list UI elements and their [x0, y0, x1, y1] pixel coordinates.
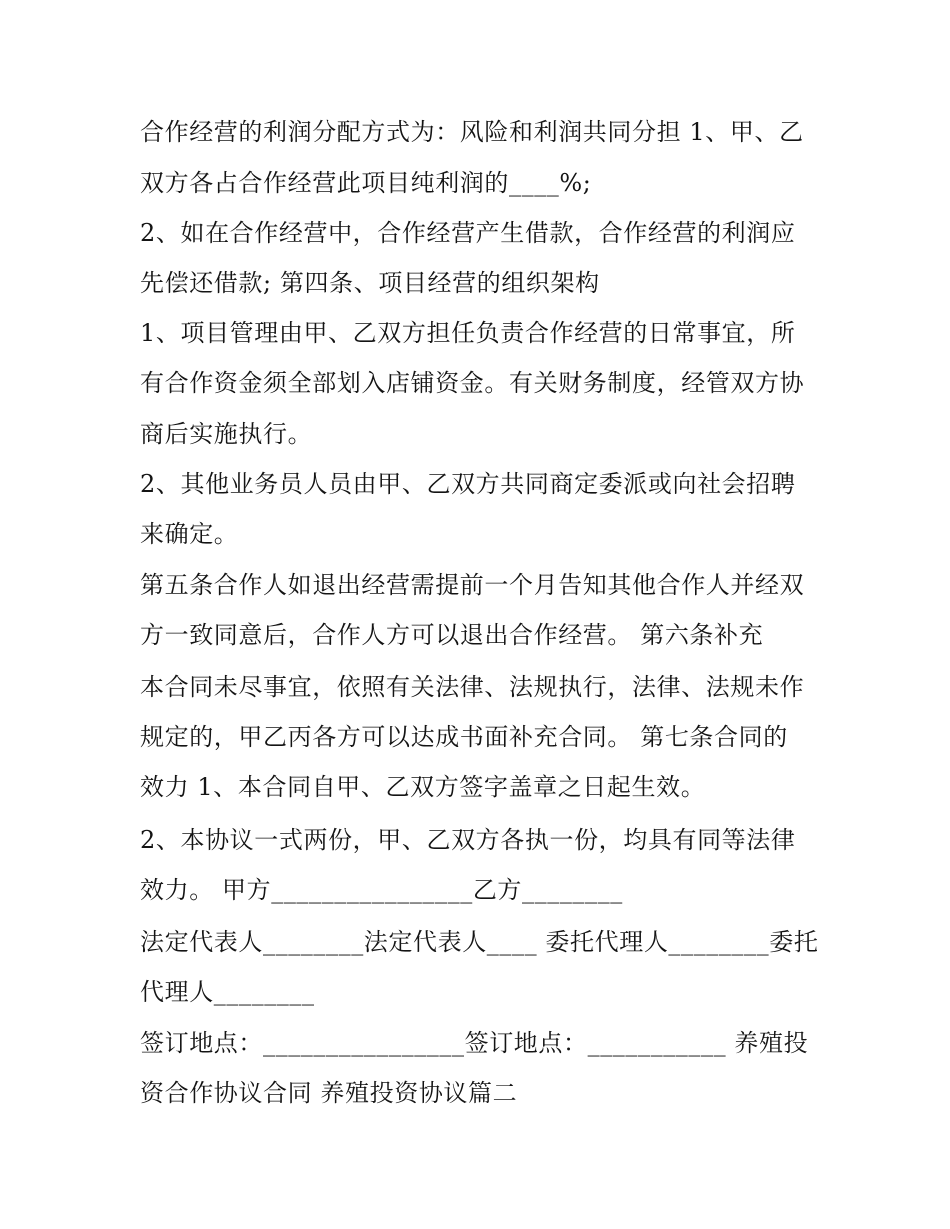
text-line: 效力。 甲方________________乙方________: [140, 876, 623, 904]
text-line: 签订地点：________________签订地点：___________ 养殖投: [140, 1029, 809, 1057]
text-line: 1、项目管理由甲、乙双方担任负责合作经营的日常事宜，所: [140, 319, 796, 347]
text-line: 有合作资金须全部划入店铺资金。有关财务制度，经管双方协: [140, 369, 805, 397]
text-line: 规定的，甲乙丙各方可以达成书面补充合同。 第七条合同的: [140, 723, 788, 751]
text-line: 资合作协议合同 养殖投资协议篇二: [140, 1079, 518, 1107]
text-line: 先偿还借款; 第四条、项目经营的组织架构: [140, 269, 600, 297]
text-line: 效力 1、本合同自甲、乙双方签字盖章之日起生效。: [140, 773, 706, 801]
text-line: 第五条合作人如退出经营需提前一个月告知其他合作人并经双: [140, 571, 805, 599]
text-line: 商后实施执行。: [140, 420, 313, 448]
text-line: 方一致同意后，合作人方可以退出合作经营。 第六条补充: [140, 621, 764, 649]
text-line: 代理人________: [140, 978, 315, 1006]
text-line: 本合同未尽事宜，依照有关法律、法规执行，法律、法规未作: [140, 673, 805, 701]
text-line: 双方各占合作经营此项目纯利润的____%;: [140, 169, 592, 197]
text-line: 来确定。: [140, 520, 239, 548]
text-line: 2、如在合作经营中，合作经营产生借款，合作经营的利润应: [140, 219, 796, 247]
text-line: 2、本协议一式两份，甲、乙双方各执一份，均具有同等法律: [140, 826, 796, 854]
text-line: 法定代表人________法定代表人____ 委托代理人________委托: [140, 928, 819, 956]
text-line: 2、其他业务员人员由甲、乙双方共同商定委派或向社会招聘: [140, 470, 796, 498]
text-line: 合作经营的利润分配方式为：风险和利润共同分担 1、甲、乙: [140, 118, 804, 146]
